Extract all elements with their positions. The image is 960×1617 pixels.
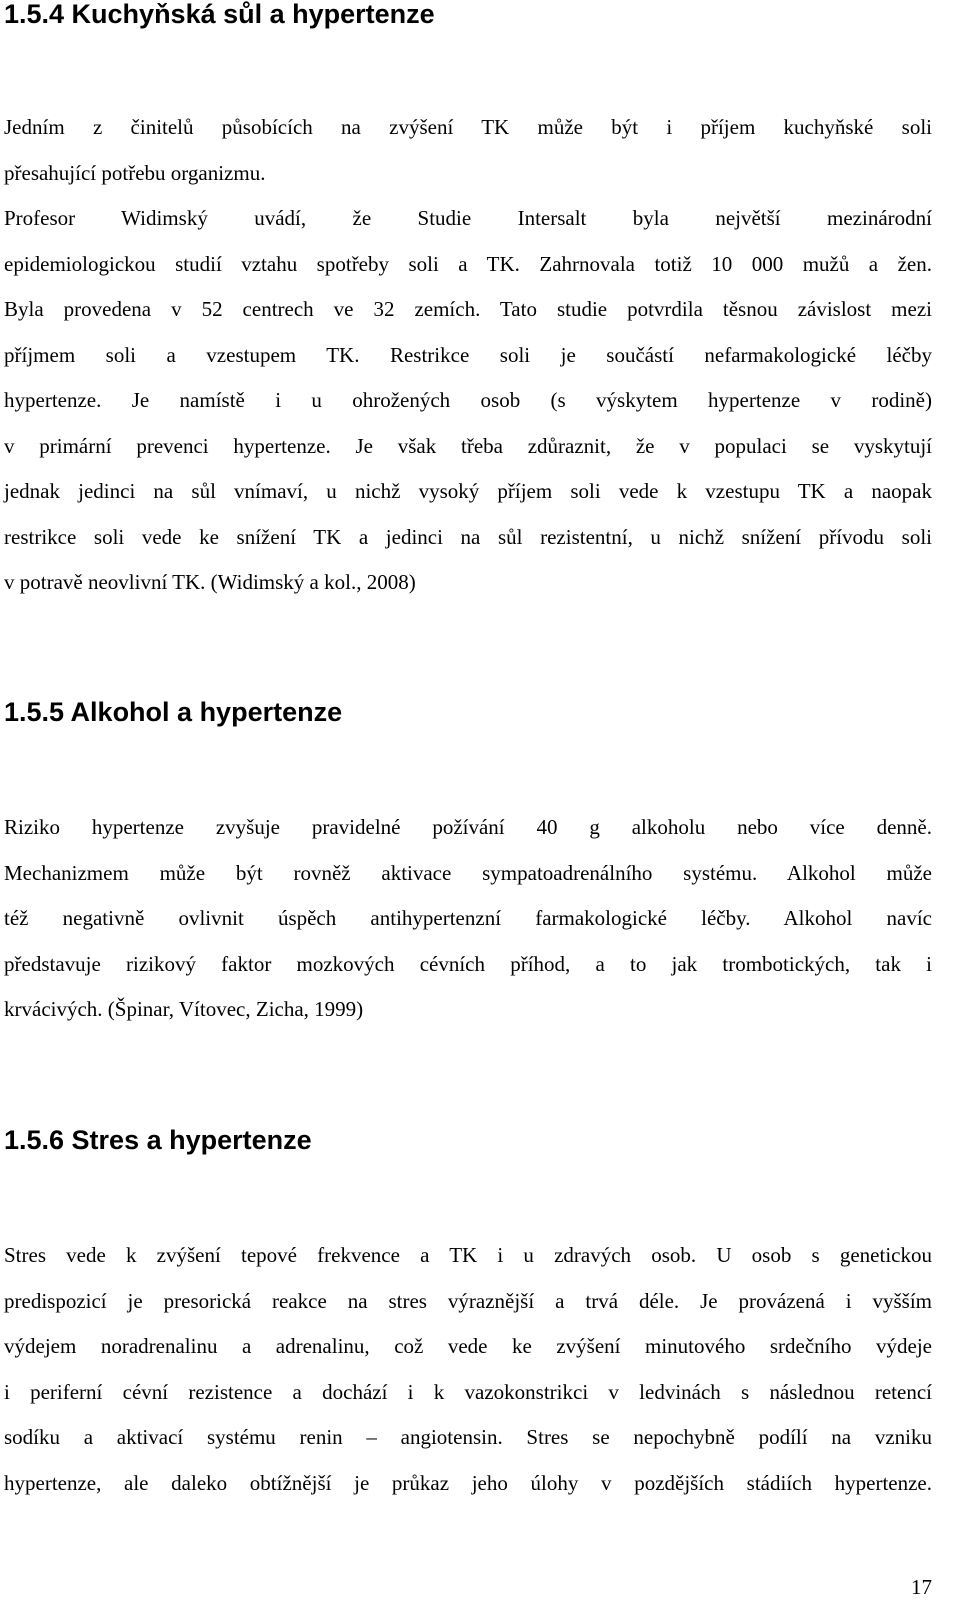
text-line: predispozicí je presorická reakce na stres výraznější a trvá déle. Je provázená i vyšším [4,1288,932,1313]
text-line: představuje rizikový faktor mozkových cévních příhod, a to jak trombotických, tak i [4,951,932,976]
paragraph-alcohol [4,805,932,1033]
text-line: hypertenze, ale daleko obtížnější je průkaz jeho úlohy v pozdějších stádiích hypertenze. [4,1470,932,1495]
paragraph-salt-intro [4,105,932,196]
text-line: Jedním z činitelů působících na zvýšení TK může být i příjem kuchyňské soli [4,115,932,139]
text-line: Riziko hypertenze zvyšuje pravidelné požívání 40 g alkoholu nebo více denně. [4,815,932,839]
paragraph-salt-body [4,196,932,606]
text-line: Profesor Widimský uvádí, že Studie Intersalt byla největší mezinárodní [4,206,932,230]
text-line: sodíku a aktivací systému renin – angiotensin. Stres se nepochybně podílí na vzniku [4,1425,932,1449]
page-number: 17 [911,1575,932,1599]
text-line: i periferní cévní rezistence a dochází i k vazokonstrikci v ledvinách s následnou retencí [4,1379,932,1404]
text-line: Byla provedena v 52 centrech ve 32 zemích. Tato studie potvrdila těsnou závislost mezi [4,297,932,321]
text-line: v potravě neovlivní TK. (Widimský a kol., 2008) [4,570,416,594]
text-line: restrikce soli vede ke snížení TK a jedinci na sůl rezistentní, u nichž snížení přívodu soli [4,524,932,549]
section-heading-stress: 1.5.6 Stres a hypertenze [4,1125,312,1155]
section-heading-alcohol: 1.5.5 Alkohol a hypertenze [4,697,343,727]
text-line: Stres vede k zvýšení tepové frekvence a TK i u zdravých osob. U osob s genetickou [4,1243,932,1267]
text-line: příjmem soli a vzestupem TK. Restrikce soli je součástí nefarmakologické léčby [4,342,932,367]
text-line: hypertenze. Je namístě i u ohrožených osob (s výskytem hypertenze v rodině) [4,388,932,412]
text-line: epidemiologickou studií vztahu spotřeby soli a TK. Zahrnovala totiž 10 000 mužů a žen. [4,251,932,276]
text-line: Mechanizmem může být rovněž aktivace sympatoadrenálního systému. Alkohol může [4,860,932,885]
section-heading-salt: 1.5.4 Kuchyňská sůl a hypertenze [4,0,435,29]
text-line: též negativně ovlivnit úspěch antihypertenzní farmakologické léčby. Alkohol navíc [4,906,932,930]
text-line: jednak jedinci na sůl vnímaví, u nichž vysoký příjem soli vede k vzestupu TK a naopak [4,479,932,503]
text-line: krvácivých. (Špinar, Vítovec, Zicha, 1999) [4,997,364,1021]
text-line: v primární prevenci hypertenze. Je však třeba zdůraznit, že v populaci se vyskytují [4,433,932,458]
text-line: přesahující potřebu organizmu. [4,160,266,185]
text-line: výdejem noradrenalinu a adrenalinu, což vede ke zvýšení minutového srdečního výdeje [4,1334,932,1358]
paragraph-stress [4,1233,932,1506]
